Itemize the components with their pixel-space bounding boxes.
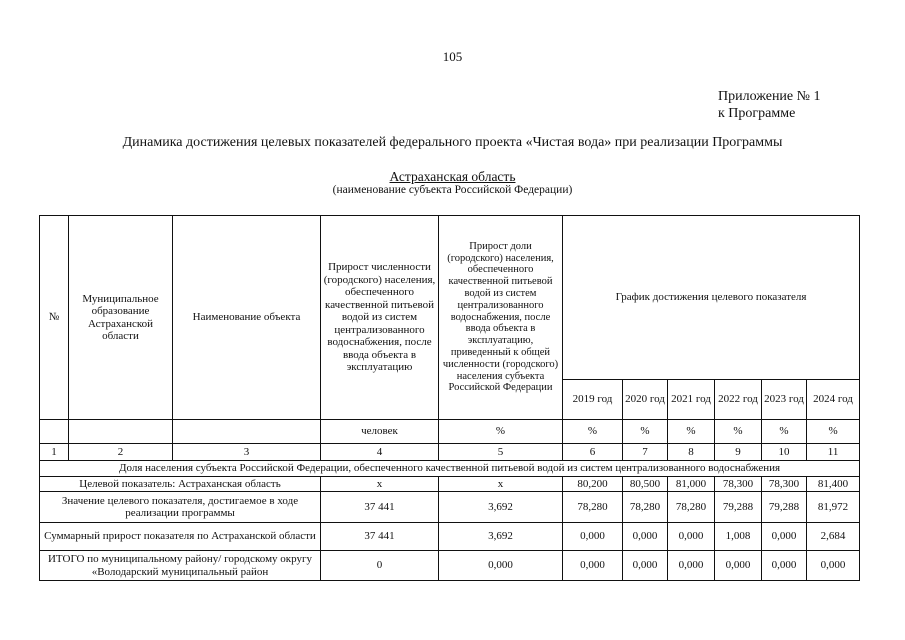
header-row-1	[40, 216, 860, 380]
column-number: 11	[807, 444, 860, 461]
row-value-2019: 78,280	[563, 492, 623, 523]
header-year-2024: 2024 год	[807, 380, 860, 420]
header-year-2022: 2022 год	[715, 380, 762, 420]
row-label: Целевой показатель: Астраханская область	[40, 477, 321, 492]
row-share: x	[439, 477, 563, 492]
header-population-growth: Прирост численности (городского) населения, обеспеченного качественной питьевой водой из систем централизованного водоснабжения, после ввода объекта в эксплуатацию	[321, 216, 439, 420]
header-share-growth: Прирост доли (городского) населения, обеспеченного качественной питьевой водой из систем централизованного водоснабжения, после ввода объекта в эксплуатацию, приведенный к общей численности (городского) населения субъекта Российской Федерации	[439, 216, 563, 420]
appendix-line-1: Приложение № 1	[718, 89, 821, 104]
region-name: Астраханская область	[389, 169, 516, 184]
row-value-2024: 81,400	[807, 477, 860, 492]
header-object-name: Наименование объекта	[173, 216, 321, 420]
appendix-line-2: к Программе	[718, 106, 796, 121]
units-row	[40, 420, 860, 444]
units-year: %	[807, 420, 860, 444]
row-value-2023: 0,000	[762, 523, 807, 551]
table-row	[40, 477, 860, 492]
row-value-2020: 0,000	[623, 551, 668, 581]
row-value-2022: 79,288	[715, 492, 762, 523]
row-value-2022: 1,008	[715, 523, 762, 551]
units-year: %	[668, 420, 715, 444]
units-year: %	[762, 420, 807, 444]
header-number: №	[40, 216, 69, 420]
table-row	[40, 551, 860, 581]
appendix-note	[718, 88, 821, 122]
row-value-2019: 0,000	[563, 523, 623, 551]
row-value-2021: 81,000	[668, 477, 715, 492]
units-year: %	[623, 420, 668, 444]
units-year: %	[715, 420, 762, 444]
column-number: 1	[40, 444, 69, 461]
column-number: 2	[69, 444, 173, 461]
row-value-2019: 80,200	[563, 477, 623, 492]
row-value-2023: 0,000	[762, 551, 807, 581]
column-number: 5	[439, 444, 563, 461]
row-share: 3,692	[439, 492, 563, 523]
column-number: 6	[563, 444, 623, 461]
column-number: 7	[623, 444, 668, 461]
document-title: Динамика достижения целевых показателей федерального проекта «Чистая вода» при реализации Программы	[122, 135, 783, 150]
indicators-table	[39, 215, 860, 581]
row-share: 3,692	[439, 523, 563, 551]
row-label: Значение целевого показателя, достигаемое в ходе реализации программы	[40, 492, 321, 523]
region-caption: (наименование субъекта Российской Федерации)	[332, 184, 573, 196]
column-number: 9	[715, 444, 762, 461]
units-cell-empty	[40, 420, 69, 444]
units-cell-empty	[69, 420, 173, 444]
row-share: 0,000	[439, 551, 563, 581]
header-municipality: Муниципальное образование Астраханской области	[69, 216, 173, 420]
table-row	[40, 523, 860, 551]
header-year-2020: 2020 год	[623, 380, 668, 420]
column-number-row	[40, 444, 860, 461]
column-number: 8	[668, 444, 715, 461]
row-label: Суммарный прирост показателя по Астраханской области	[40, 523, 321, 551]
row-population: 37 441	[321, 523, 439, 551]
row-value-2022: 78,300	[715, 477, 762, 492]
row-population: 0	[321, 551, 439, 581]
row-label: ИТОГО по муниципальному району/ городскому округу «Володарский муниципальный район	[40, 551, 321, 581]
units-population: человек	[321, 420, 439, 444]
header-year-2019: 2019 год	[563, 380, 623, 420]
row-value-2021: 0,000	[668, 551, 715, 581]
row-value-2024: 81,972	[807, 492, 860, 523]
section-title-row	[40, 461, 860, 477]
row-value-2019: 0,000	[563, 551, 623, 581]
row-population: x	[321, 477, 439, 492]
row-value-2022: 0,000	[715, 551, 762, 581]
row-value-2021: 78,280	[668, 492, 715, 523]
row-value-2023: 79,288	[762, 492, 807, 523]
table-row	[40, 492, 860, 523]
row-value-2024: 2,684	[807, 523, 860, 551]
row-value-2021: 0,000	[668, 523, 715, 551]
column-number: 10	[762, 444, 807, 461]
row-value-2023: 78,300	[762, 477, 807, 492]
header-schedule: График достижения целевого показателя	[563, 216, 860, 380]
column-number: 4	[321, 444, 439, 461]
header-year-2021: 2021 год	[668, 380, 715, 420]
row-population: 37 441	[321, 492, 439, 523]
section-title: Доля населения субъекта Российской Федерации, обеспеченного качественной питьевой водой из систем централизованного водоснабжения	[40, 461, 860, 477]
units-year: %	[563, 420, 623, 444]
column-number: 3	[173, 444, 321, 461]
row-value-2020: 78,280	[623, 492, 668, 523]
units-cell-empty	[173, 420, 321, 444]
row-value-2020: 0,000	[623, 523, 668, 551]
units-share: %	[439, 420, 563, 444]
row-value-2024: 0,000	[807, 551, 860, 581]
page-number: 105	[442, 49, 463, 64]
header-year-2023: 2023 год	[762, 380, 807, 420]
row-value-2020: 80,500	[623, 477, 668, 492]
